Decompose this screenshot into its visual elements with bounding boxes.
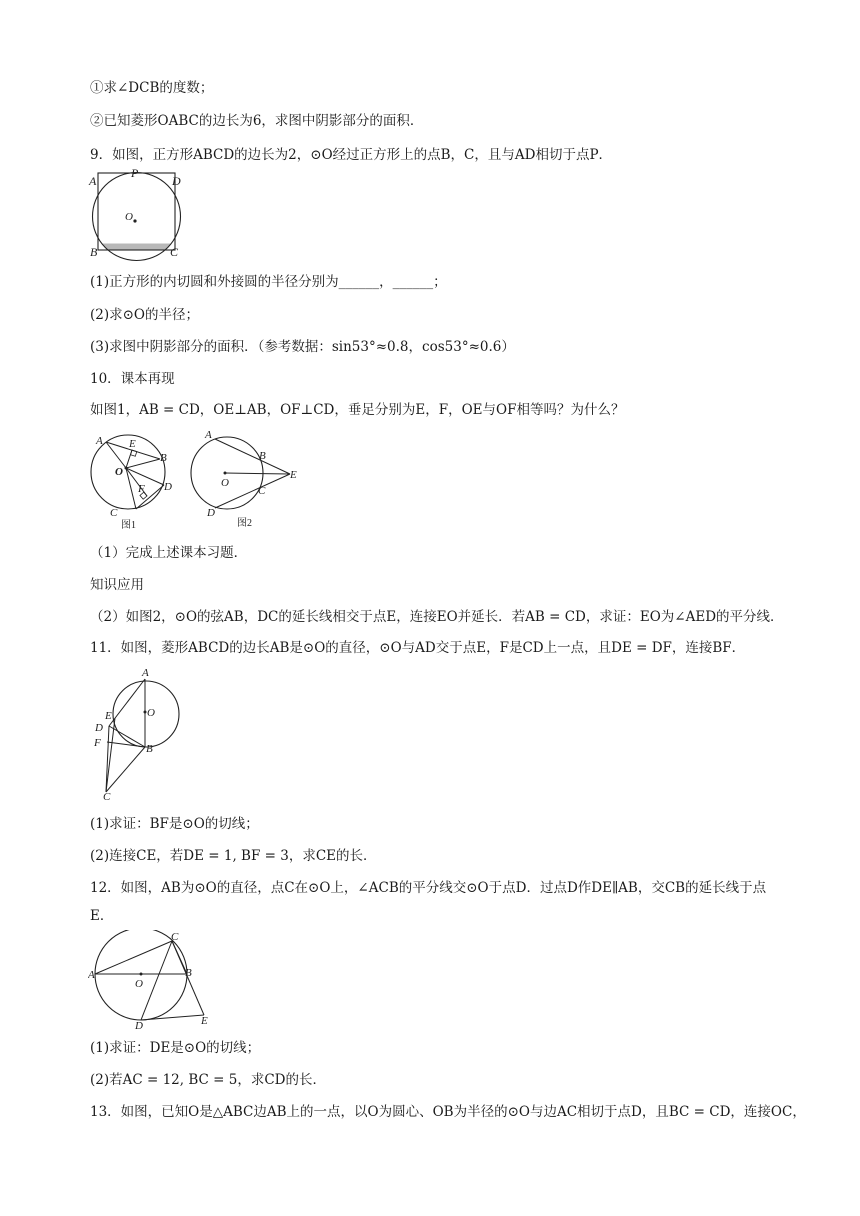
text-line-5: (2)求⊙O的半径； [90,307,200,323]
label-o: O [115,466,123,478]
label-b: B [146,743,153,755]
label-c: C [258,485,266,497]
text-line-18: (2)若AC = 12, BC = 5，求CD的长． [90,1072,326,1088]
text-line-1: ①求∠DCB的度数； [90,80,214,96]
problem-13-heading: 13．如图，已知O是△ABC边AB上的一点，以O为圆心、OB为半径的⊙O与边AC相切于点D，且BC = CD，连接OC， [90,1104,806,1120]
label-e: E [290,469,297,481]
figure-problem-10-fig1 [88,430,178,532]
label-d: D [207,507,215,519]
label-a: A [88,969,95,981]
label-o: O [135,978,143,990]
label-d: D [135,1020,143,1030]
text-line-8: 如图1，AB = CD，OE⊥AB，OF⊥CD，垂足分别为E，F，OE与OF相等吗？为什么？ [90,402,625,418]
label-a: A [96,435,103,447]
label-b: B [90,245,98,259]
label-e: E [105,710,112,722]
label-b: B [160,452,167,464]
label-f: F [138,483,145,495]
label-d: D [95,722,103,734]
text-line-14: (2)连接CE，若DE = 1, BF = 3，求CE的长． [90,848,377,864]
label-o: O [147,707,155,719]
caption-figure-1: 图1 [121,520,136,531]
problem-10-heading: 10．课本再现 [90,371,175,387]
text-line-9: （1）完成上述课本习题． [90,545,248,561]
label-p: P [131,168,139,180]
figure-problem-9 [88,168,188,264]
label-d: D [172,174,181,188]
text-line-2: ②已知菱形OABC的边长为6，求图中阴影部分的面积． [90,113,424,129]
text-line-10: 知识应用 [90,577,144,593]
label-a: A [89,174,97,188]
label-f: F [94,737,101,749]
text-line-11: （2）如图2，⊙O的弦AB，DC的延长线相交于点E，连接EO并延长．若AB = CD，求证：EO为∠AED的平分线． [90,609,784,625]
text-line-16: E． [90,908,114,924]
label-e: E [201,1015,208,1027]
label-a: A [205,429,212,441]
figure-problem-10-fig2 [185,428,310,532]
circle-o [113,681,179,747]
text-line-4: (1)正方形的内切圆和外接圆的半径分别为______，______； [90,274,447,290]
label-b: B [259,450,266,462]
label-c: C [110,507,118,519]
text-line-17: (1)求证：DE是⊙O的切线； [90,1040,261,1056]
label-d: D [164,481,172,493]
label-a: A [142,667,149,679]
label-o: O [125,211,133,223]
center-point [133,219,136,222]
text-line-6: (3)求图中阴影部分的面积．（参考数据：sin53°≈0.8，cos53°≈0.6） [90,339,515,355]
problem-9-heading: 9．如图，正方形ABCD的边长为2，⊙O经过正方形上的点B，C，且与AD相切于点P． [90,147,613,163]
label-c: C [171,931,179,943]
text-line-13: (1)求证：BF是⊙O的切线； [90,816,259,832]
label-c: C [170,245,179,259]
label-e: E [129,438,136,450]
figure-problem-11 [88,664,188,802]
caption-figure-2: 图2 [237,518,252,529]
problem-11-heading: 11．如图，菱形ABCD的边长AB是⊙O的直径，⊙O与AD交于点E，F是CD上一点，且DE = DF，连接BF． [90,640,746,656]
label-o: O [221,477,229,489]
label-c: C [103,791,111,802]
figure-problem-12 [88,930,218,1030]
problem-12-heading: 12．如图，AB为⊙O的直径，点C在⊙O上，∠ACB的平分线交⊙O于点D．过点D作DE∥AB，交CB的延长线于点 [90,880,767,896]
label-b: B [185,967,192,979]
